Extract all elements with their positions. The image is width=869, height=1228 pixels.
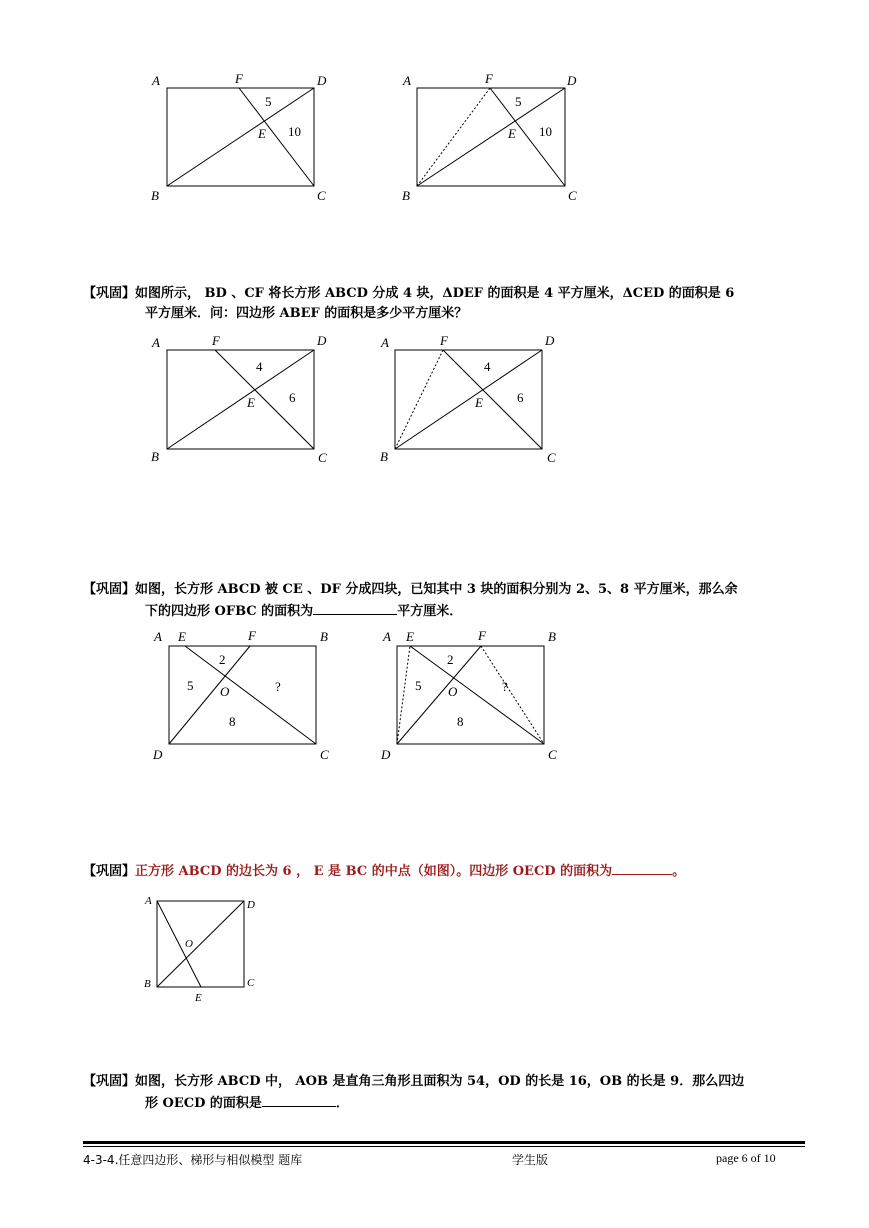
label-C: C: [568, 188, 577, 203]
label-D: D: [317, 73, 327, 88]
label-D: D: [381, 747, 391, 762]
problem-4: [83, 1072, 813, 1114]
label-A: A: [383, 629, 391, 644]
label-E: E: [406, 629, 414, 644]
problem-text: 平方厘米．问：四边形 ABEF 的面积是多少平方厘米？: [145, 306, 468, 321]
problem-text: 正方形 ABCD 的边长为 6 ， E 是 BC 的中点（如图）。四边形 OECD 的面积为: [135, 864, 613, 879]
label-C: C: [247, 977, 255, 989]
label-C: C: [317, 188, 326, 203]
label-O: O: [220, 684, 230, 699]
label-A: A: [145, 895, 152, 907]
label-E: E: [258, 126, 266, 141]
area-label: ?: [275, 679, 281, 694]
area-label: 5: [515, 94, 522, 109]
label-F: F: [485, 71, 493, 86]
label-D: D: [153, 747, 163, 762]
figure-3a: [140, 626, 340, 766]
label-E: E: [475, 395, 483, 410]
label-B: B: [144, 978, 151, 990]
answer-blank[interactable]: [262, 1092, 336, 1107]
area-label: 2: [447, 652, 454, 667]
area-label: 4: [256, 359, 263, 374]
problem-text: ．: [335, 1096, 349, 1111]
label-E: E: [178, 629, 186, 644]
footer-left: 4-3-4.任意四边形、梯形与相似模型 题库: [83, 1153, 303, 1167]
figure-2a: [140, 330, 340, 470]
label-A: A: [403, 73, 411, 88]
label-B: B: [151, 449, 159, 464]
label-B: B: [320, 629, 328, 644]
footer-center: 学生版: [512, 1153, 549, 1167]
figure-4: [140, 893, 270, 1008]
label-C: C: [547, 450, 556, 465]
footer-page: page 6 of 10: [716, 1151, 776, 1165]
problem-2: [83, 580, 813, 622]
problem-tag: 【巩固】: [83, 1074, 136, 1089]
area-label: 10: [539, 124, 552, 139]
area-label: 6: [289, 390, 296, 405]
area-label: 8: [229, 714, 236, 729]
figure-1b: [390, 68, 590, 208]
label-F: F: [235, 71, 243, 86]
label-D: D: [247, 899, 255, 911]
area-label: 5: [187, 678, 194, 693]
label-C: C: [548, 747, 557, 762]
problem-text: 下的四边形 OFBC 的面积为: [145, 604, 314, 619]
label-B: B: [402, 188, 410, 203]
label-B: B: [151, 188, 159, 203]
problem-text: 。: [672, 864, 686, 879]
label-D: D: [545, 333, 555, 348]
label-A: A: [154, 629, 162, 644]
problem-text: 形 OECD 的面积是: [145, 1096, 262, 1111]
label-A: A: [152, 335, 160, 350]
label-F: F: [440, 333, 448, 348]
area-label: 2: [219, 652, 226, 667]
label-F: F: [212, 333, 220, 348]
label-B: B: [380, 449, 388, 464]
problem-text: 如图，长方形 ABCD 中， AOB 是直角三角形且面积为 54，OD 的长是 16，OB 的长是 9．那么四边: [135, 1074, 745, 1089]
area-label: ?: [502, 679, 508, 694]
answer-blank[interactable]: [612, 860, 672, 875]
label-C: C: [318, 450, 327, 465]
area-label: 6: [517, 390, 524, 405]
problem-3: [83, 860, 813, 882]
area-label: 5: [415, 678, 422, 693]
label-D: D: [567, 73, 577, 88]
figure-3b: [368, 626, 568, 766]
label-E: E: [195, 992, 202, 1004]
area-label: 10: [288, 124, 301, 139]
label-A: A: [152, 73, 160, 88]
label-A: A: [381, 335, 389, 350]
footer-rule: [83, 1141, 805, 1144]
problem-1: [83, 284, 813, 324]
label-B: B: [548, 629, 556, 644]
problem-tag: 【巩固】: [83, 582, 136, 597]
label-E: E: [247, 395, 255, 410]
problem-text: 平方厘米．: [397, 604, 463, 619]
label-O: O: [185, 938, 193, 950]
problem-tag: 【巩固】: [83, 286, 136, 301]
area-label: 8: [457, 714, 464, 729]
answer-blank[interactable]: [313, 600, 397, 615]
label-D: D: [317, 333, 327, 348]
figure-2b: [368, 330, 568, 470]
problem-text: 如图所示， BD 、CF 将长方形 ABCD 分成 4 块，ΔDEF 的面积是 4 平方厘米，ΔCED 的面积是 6: [135, 286, 735, 301]
problem-tag: 【巩固】: [83, 864, 136, 879]
footer-rule: [83, 1146, 805, 1147]
area-label: 4: [484, 359, 491, 374]
problem-text: 如图，长方形 ABCD 被 CE 、DF 分成四块，已知其中 3 块的面积分别为 2、5、8 平方厘米，那么余: [135, 582, 738, 597]
label-F: F: [248, 628, 256, 643]
label-C: C: [320, 747, 329, 762]
figure-1a: [140, 68, 340, 208]
area-label: 5: [265, 94, 272, 109]
label-E: E: [508, 126, 516, 141]
label-O: O: [448, 684, 458, 699]
label-F: F: [478, 628, 486, 643]
